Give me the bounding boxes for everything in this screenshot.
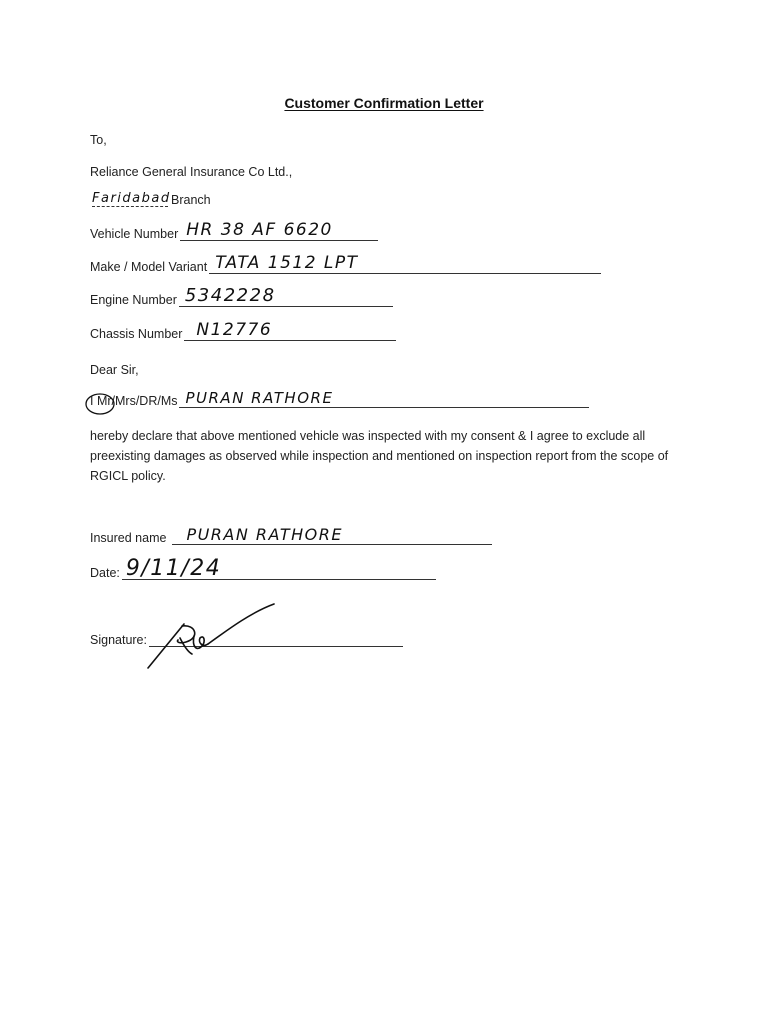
chassis-number-field [184, 320, 396, 341]
salutation-field [179, 389, 589, 408]
branch-label: Branch [171, 193, 211, 207]
chassis-number-label: Chassis Number [90, 327, 183, 341]
make-model-row [90, 253, 601, 274]
greeting-to: To, [90, 133, 107, 147]
chassis-number-handwriting: N12776 [196, 320, 273, 340]
branch-handwriting: Faridabad [92, 191, 171, 206]
insured-name-field [172, 525, 492, 545]
make-model-field [209, 253, 601, 274]
mr-selection-circle [84, 391, 118, 417]
letter-title: Customer Confirmation Letter [284, 95, 484, 111]
company-name: Reliance General Insurance Co Ltd., [90, 165, 293, 179]
make-model-label: Make / Model Variant [90, 260, 208, 274]
engine-number-field [179, 285, 393, 307]
vehicle-number-field [180, 220, 378, 241]
salutation-row [90, 389, 589, 408]
declaration-text: hereby declare that above mentioned vehicle was inspected with my consent & I agree to exclude all preexisting damages as observed while inspection and mentioned on inspection report from the scope of RGICL policy. [90, 429, 669, 483]
date-row [90, 556, 436, 581]
branch-row [90, 192, 211, 207]
handwritten-signature [140, 598, 280, 678]
chassis-number-row [90, 320, 396, 341]
vehicle-number-handwriting: HR 38 AF 6620 [186, 220, 333, 240]
salutation-label: I Mr/Mrs/DR/Ms [90, 394, 178, 408]
dear-sir: Dear Sir, [90, 363, 139, 377]
vehicle-number-label: Vehicle Number [90, 227, 179, 241]
engine-number-handwriting: 5342228 [184, 285, 276, 306]
salutation-handwriting: PURAN RATHORE [185, 389, 334, 407]
date-field [122, 556, 436, 581]
insured-name-row [90, 525, 492, 545]
make-model-handwriting: TATA 1512 LPT [215, 253, 359, 273]
insured-name-handwriting: PURAN RATHORE [186, 525, 343, 544]
engine-number-row [90, 285, 393, 307]
insured-name-label: Insured name [90, 531, 167, 545]
vehicle-number-row [90, 220, 378, 241]
date-handwriting: 9/11/24 [125, 556, 222, 581]
date-label: Date: [90, 566, 120, 580]
signature-label: Signature: [90, 633, 147, 647]
engine-number-label: Engine Number [90, 293, 177, 307]
branch-field [92, 191, 171, 207]
